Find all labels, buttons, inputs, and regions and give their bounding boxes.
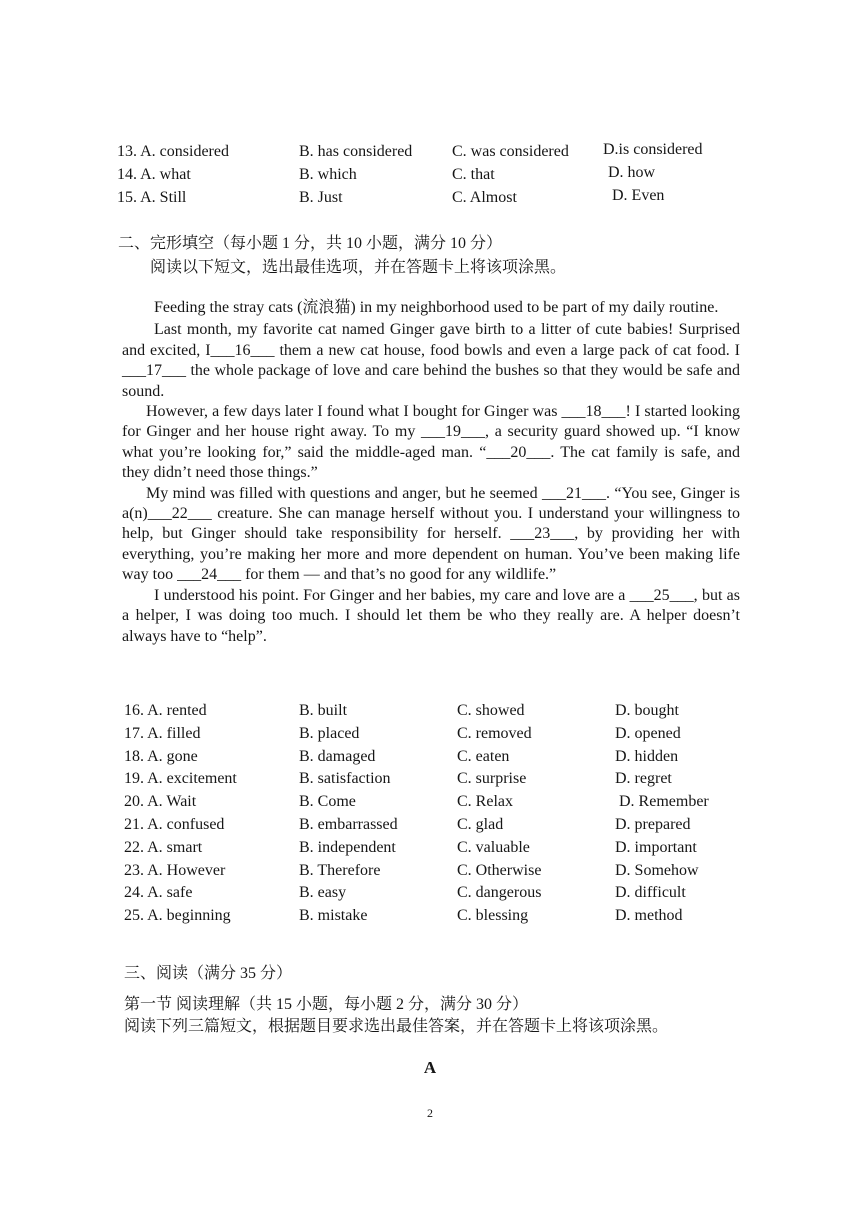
option-d: D.is considered [603, 141, 703, 158]
passage-paragraph: However, a few days later I found what I bought for Ginger was ___18___! I started looking for Ginger and her house right away. To my ___19___, a security guard showed up. “I know what you’re looking for,” said the middle-aged man. “___20___. The cat family is safe, and they didn’t need those things.” [122, 403, 740, 482]
option-a: 24. A. safe [124, 884, 193, 902]
option-b: B. mistake [299, 907, 368, 925]
option-d: D. important [615, 838, 697, 856]
option-a: 20. A. Wait [124, 793, 197, 811]
option-c: C. Relax [457, 793, 513, 811]
option-b: B. embarrassed [299, 815, 398, 833]
option-c: C. Otherwise [457, 861, 542, 879]
passage-paragraph: Last month, my favorite cat named Ginger gave birth to a litter of cute babies! Surprised and excited, I___16___ them a new cat house, food bowls and even a large pack of cat food. I ___17___ the whole package of love and care behind the bushes so that they would be safe and sound. [122, 321, 740, 400]
option-c: C. removed [457, 724, 532, 742]
option-c: C. that [452, 165, 495, 183]
option-c: C. glad [457, 815, 504, 833]
passage-paragraph: I understood his point. For Ginger and her babies, my care and love are a ___25___, but as a helper, I was doing too much. I should let them be who they really are. A helper doesn’t always have to “help”. [122, 586, 740, 645]
section-2-title: 二、完形填空（每小题 1 分，共 10 小题，满分 10 分） [118, 235, 503, 252]
option-a: 13. A. considered [117, 143, 229, 160]
option-a: 25. A. beginning [124, 907, 231, 925]
option-b: B. damaged [299, 747, 376, 765]
passage-paragraph: Feeding the stray cats (流浪猫) in my neighborhood used to be part of my daily routine. [154, 299, 719, 316]
option-d: D. Remember [619, 793, 709, 811]
option-row [0, 905, 860, 928]
option-c: C. Almost [452, 188, 517, 206]
option-row [0, 141, 860, 164]
option-d: D. Even [612, 186, 665, 204]
option-d: D. bought [615, 702, 679, 719]
option-row [0, 860, 860, 883]
option-b: B. independent [299, 838, 396, 856]
option-row [0, 164, 860, 187]
option-row [0, 768, 860, 791]
option-d: D. Somehow [615, 861, 699, 879]
option-c: C. surprise [457, 770, 527, 788]
option-b: B. has considered [299, 143, 413, 160]
option-a: 19. A. excitement [124, 770, 237, 788]
section-3-instruction: 阅读下列三篇短文，根据题目要求选出最佳答案，并在答题卡上将该项涂黑。 [124, 1018, 669, 1035]
option-a: 21. A. confused [124, 815, 225, 833]
option-a: 18. A. gone [124, 747, 198, 765]
option-row [0, 882, 860, 905]
option-d: D. method [615, 907, 683, 925]
passage-label: A [423, 1058, 437, 1077]
option-row [0, 746, 860, 769]
top-options [0, 141, 860, 209]
option-row [0, 700, 860, 723]
option-b: B. easy [299, 884, 347, 902]
option-b: B. Come [299, 793, 356, 811]
option-c: C. showed [457, 702, 525, 719]
page-number: 2 [427, 1106, 433, 1120]
option-a: 15. A. Still [117, 188, 187, 206]
option-c: C. was considered [452, 143, 569, 160]
option-b: B. Just [299, 188, 343, 206]
option-b: B. Therefore [299, 861, 381, 879]
option-a: 22. A. smart [124, 838, 203, 856]
passage-paragraph: My mind was filled with questions and anger, but he seemed ___21___. “You see, Ginger is a(n)___22___ creature. She can manage herself without you. I understand your willingness to help, but Ginger should take responsibility for herself. ___23___, by providing her with everything, you’re making her more and more dependent on human. You’ve been making life way too ___24___ for them — and that’s no good for any wildlife.” [122, 484, 740, 584]
option-a: 17. A. filled [124, 724, 201, 742]
option-d: D. difficult [615, 884, 686, 902]
option-c: C. valuable [457, 838, 530, 856]
option-c: C. eaten [457, 747, 510, 765]
option-a: 23. A. However [124, 861, 226, 879]
option-row [0, 837, 860, 860]
option-c: C. dangerous [457, 884, 542, 902]
option-d: D. regret [615, 770, 672, 788]
option-b: B. which [299, 165, 357, 183]
option-d: D. how [608, 163, 656, 181]
option-row [0, 814, 860, 837]
option-d: D. hidden [615, 747, 679, 765]
option-a: 14. A. what [117, 165, 191, 183]
option-d: D. opened [615, 724, 681, 742]
option-d: D. prepared [615, 815, 691, 833]
cloze-options [0, 700, 860, 928]
section-2-instruction: 阅读以下短文，选出最佳选项，并在答题卡上将该项涂黑。 [150, 259, 567, 276]
option-row [0, 791, 860, 814]
option-b: B. built [299, 702, 348, 719]
option-row [0, 187, 860, 210]
cloze-passage [122, 298, 740, 647]
option-a: 16. A. rented [124, 702, 207, 719]
option-b: B. satisfaction [299, 770, 391, 788]
option-b: B. placed [299, 724, 360, 742]
section-3-part-title: 第一节 阅读理解（共 15 小题，每小题 2 分，满分 30 分） [124, 996, 529, 1013]
section-3-title: 三、阅读（满分 35 分） [124, 965, 293, 982]
option-row [0, 723, 860, 746]
option-c: C. blessing [457, 907, 529, 925]
